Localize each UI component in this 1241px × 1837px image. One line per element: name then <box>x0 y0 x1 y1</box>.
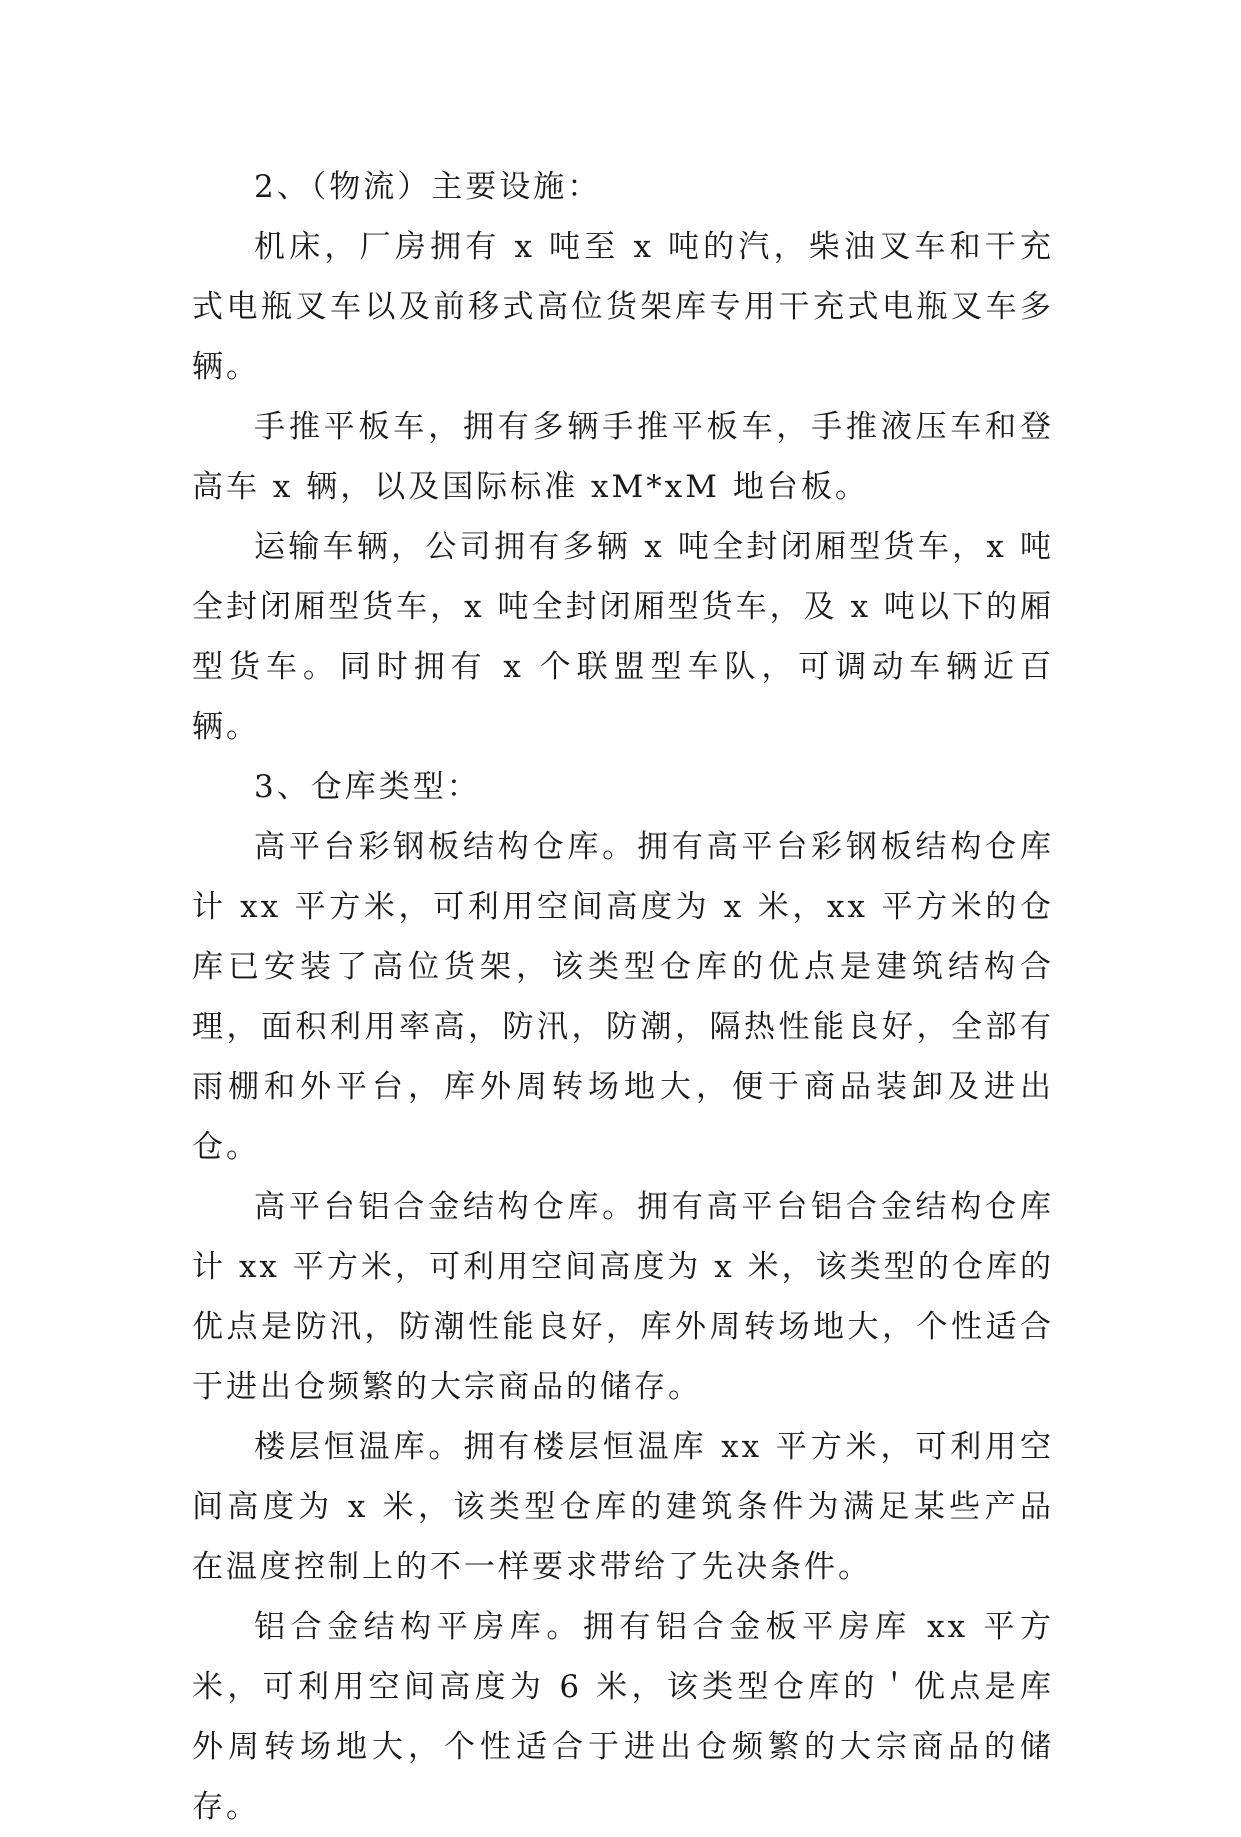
paragraph-constant-temperature-warehouse: 楼层恒温库。拥有楼层恒温库 xx 平方米，可利用空间高度为 x 米，该类型仓库的建筑条件为满足某些产品在温度控制上的不一样要求带给了先决条件。 <box>192 1429 1054 1585</box>
section-heading-warehouse-types: 3、仓库类型： <box>254 769 481 805</box>
document-body <box>192 157 1054 1837</box>
paragraph-single-story-warehouse: 铝合金结构平房库。拥有铝合金板平房库 xx 平方米，可利用空间高度为 6 米，该类型仓库的＇优点是库外周转场地大，个性适合于进出仓频繁的大宗商品的储存。 <box>192 1609 1054 1825</box>
paragraph-transport-vehicles: 运输车辆，公司拥有多辆 x 吨全封闭厢型货车，x 吨全封闭厢型货车，x 吨全封闭厢型货车，及 x 吨以下的厢型货车。同时拥有 x 个联盟型车队，可调动车辆近百辆。 <box>192 529 1054 745</box>
section-heading-facilities: 2、（物流）主要设施： <box>254 169 602 205</box>
paragraph-aluminum-warehouse: 高平台铝合金结构仓库。拥有高平台铝合金结构仓库计 xx 平方米，可利用空间高度为 x 米，该类型的仓库的优点是防汛，防潮性能良好，库外周转场地大，个性适合于进出仓频繁的大宗商品的储存。 <box>192 1189 1054 1405</box>
paragraph-steel-warehouse: 高平台彩钢板结构仓库。拥有高平台彩钢板结构仓库计 xx 平方米，可利用空间高度为 x 米，xx 平方米的仓库已安装了高位货架，该类型仓库的优点是建筑结构合理，面积利用率高，防汛，防潮，隔热性能良好，全部有雨棚和外平台，库外周转场地大，便于商品装卸及进出仓。 <box>192 829 1054 1165</box>
paragraph-forklifts: 机床，厂房拥有 x 吨至 x 吨的汽，柴油叉车和干充式电瓶叉车以及前移式高位货架库专用干充式电瓶叉车多辆。 <box>192 229 1054 385</box>
paragraph-hand-carts: 手推平板车，拥有多辆手推平板车，手推液压车和登高车 x 辆，以及国际标准 xM*xM 地台板。 <box>192 409 1054 505</box>
